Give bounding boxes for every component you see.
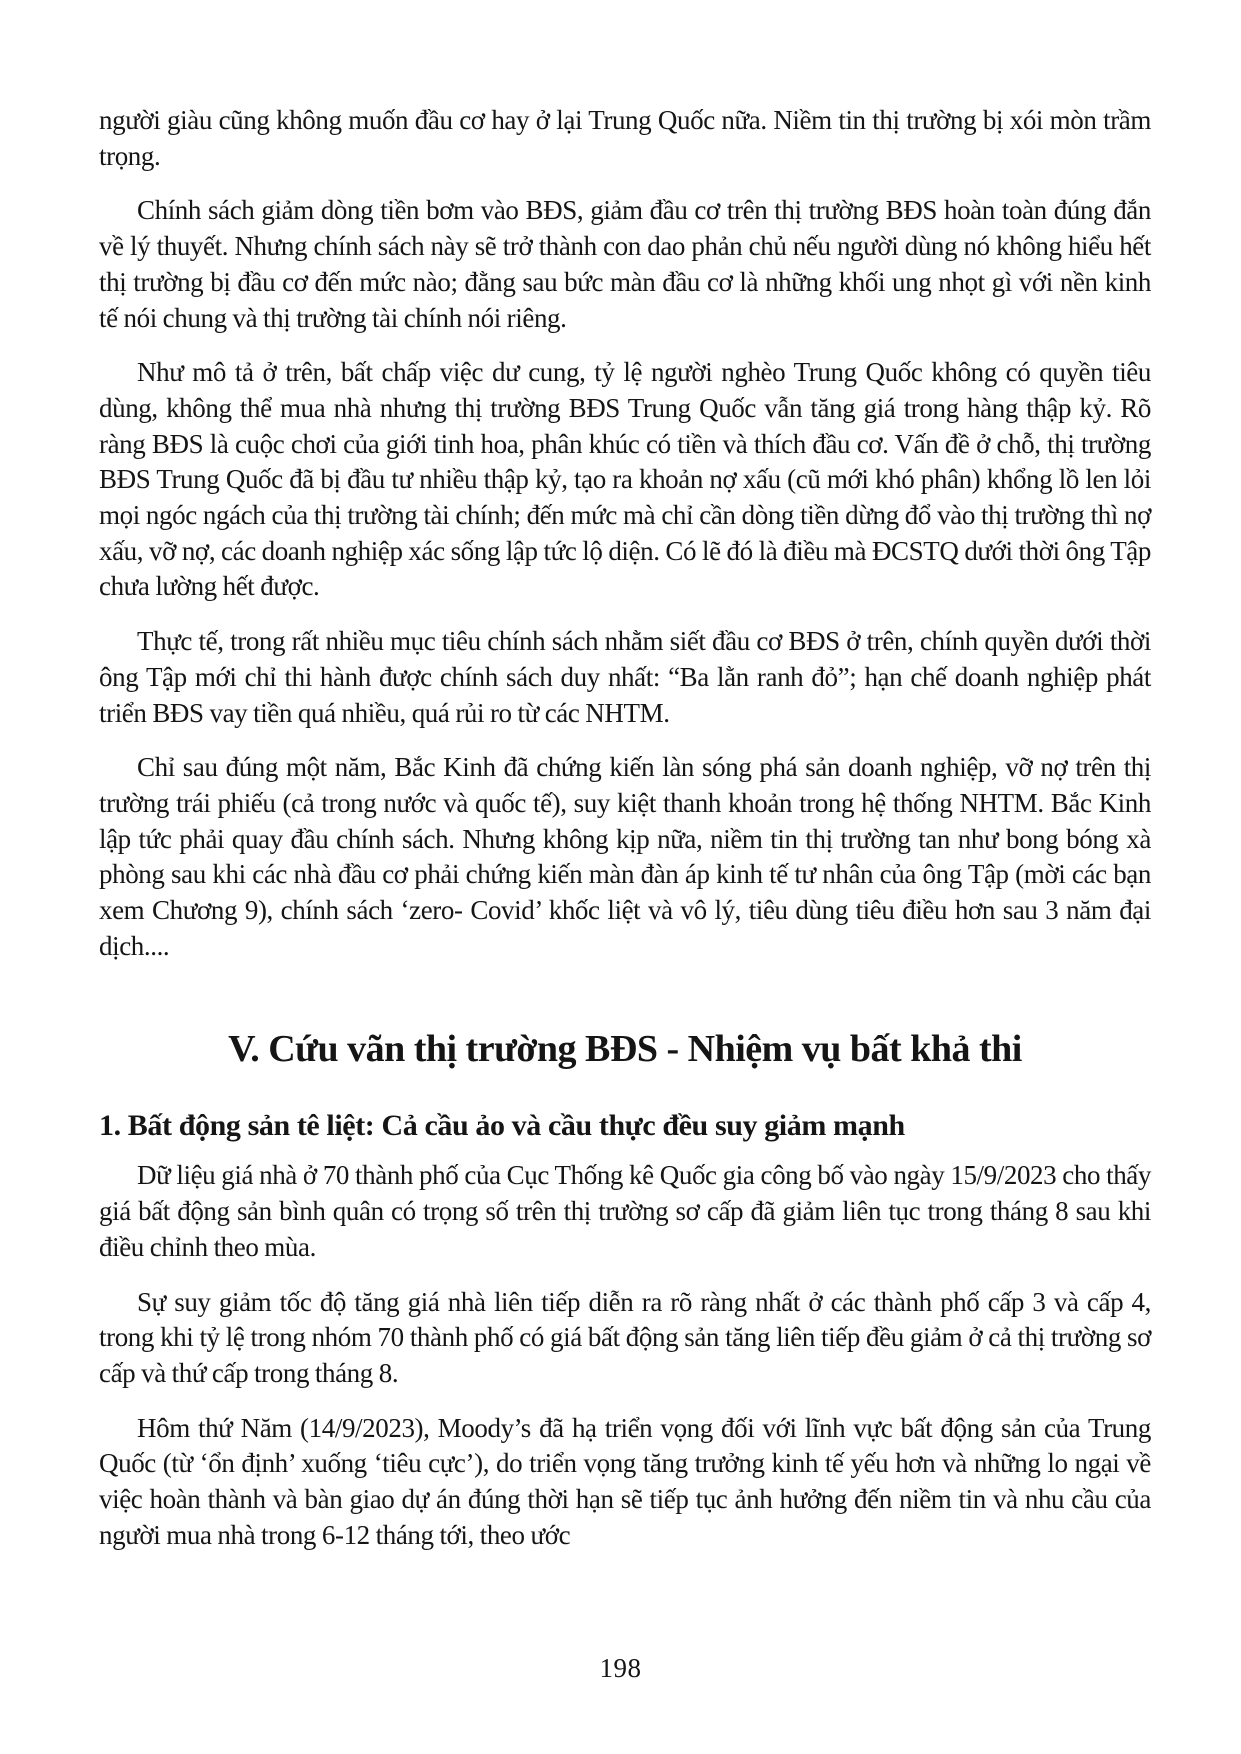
body-paragraph: Sự suy giảm tốc độ tăng giá nhà liên tiếp diễn ra rõ ràng nhất ở các thành phố cấp 3 và cấp 4, trong khi tỷ lệ trong nhóm 70 thành phố có giá bất động sản tăng liên tiếp đều giảm ở cả thị trường sơ cấp và thứ cấp trong tháng 8.: [99, 1286, 1151, 1388]
subsection-heading: 1. Bất động sản tê liệt: Cả cầu ảo và cầu thực đều suy giảm mạnh: [99, 1109, 905, 1143]
body-paragraph: Như mô tả ở trên, bất chấp việc dư cung, tỷ lệ người nghèo Trung Quốc không có quyền tiêu dùng, không thể mua nhà nhưng thị trường BĐS Trung Quốc vẫn tăng giá trong hàng thập kỷ. Rõ ràng BĐS là cuộc chơi của giới tinh hoa, phân khúc có tiền và thích đầu cơ. Vấn đề ở chỗ, thị trường BĐS Trung Quốc đã bị đầu tư nhiều thập kỷ, tạo ra khoản nợ xấu (cũ mới khó phân) khổng lồ len lỏi mọi ngóc ngách của thị trường tài chính; đến mức mà chỉ cần dòng tiền dừng đổ vào thị trường thì nợ xấu, vỡ nợ, các doanh nghiệp xác sống lập tức lộ diện. Có lẽ đó là điều mà ĐCSTQ dưới thời ông Tập chưa lường hết được.: [99, 357, 1151, 602]
body-paragraph: Hôm thứ Năm (14/9/2023), Moody’s đã hạ triển vọng đối với lĩnh vực bất động sản của Trung Quốc (từ ‘ổn định’ xuống ‘tiêu cực’), do triển vọng tăng trưởng kinh tế yếu hơn và những lo ngại về việc hoàn thành và bàn giao dự án đúng thời hạn sẽ tiếp tục ảnh hưởng đến niềm tin và nhu cầu của người mua nhà trong 6-12 tháng tới, theo ước: [99, 1412, 1151, 1550]
page-number: 198: [599, 1653, 642, 1683]
body-paragraph: Dữ liệu giá nhà ở 70 thành phố của Cục Thống kê Quốc gia công bố vào ngày 15/9/2023 cho thấy giá bất động sản bình quân có trọng số trên thị trường sơ cấp đã giảm liên tục trong tháng 8 sau khi điều chỉnh theo mùa.: [99, 1160, 1151, 1262]
body-paragraph: Chỉ sau đúng một năm, Bắc Kinh đã chứng kiến làn sóng phá sản doanh nghiệp, vỡ nợ trên thị trường trái phiếu (cả trong nước và quốc tế), suy kiệt thanh khoản trong hệ thống NHTM. Bắc Kinh lập tức phải quay đầu chính sách. Nhưng không kịp nữa, niềm tin thị trường tan như bong bóng xà phòng sau khi các nhà đầu cơ phải chứng kiến màn đàn áp kinh tế tư nhân của ông Tập (mời các bạn xem Chương 9), chính sách ‘zero- Covid’ khốc liệt và vô lý, tiêu dùng tiêu điều hơn sau 3 năm đại dịch....: [99, 752, 1151, 961]
page-footer: [0, 1653, 1241, 1684]
body-paragraph: Chính sách giảm dòng tiền bơm vào BĐS, giảm đầu cơ trên thị trường BĐS hoàn toàn đúng đắn về lý thuyết. Nhưng chính sách này sẽ trở thành con dao phản chủ nếu người dùng nó không hiểu hết thị trường bị đầu cơ đến mức nào; đằng sau bức màn đầu cơ là những khối ung nhọt gì với nền kinh tế nói chung và thị trường tài chính nói riêng.: [99, 195, 1151, 333]
body-paragraph: Thực tế, trong rất nhiều mục tiêu chính sách nhằm siết đầu cơ BĐS ở trên, chính quyền dưới thời ông Tập mới chỉ thi hành được chính sách duy nhất: “Ba lằn ranh đỏ”; hạn chế doanh nghiệp phát triển BĐS vay tiền quá nhiều, quá rủi ro từ các NHTM.: [99, 626, 1151, 728]
page-text-block: [99, 0, 1151, 1573]
body-paragraph: người giàu cũng không muốn đầu cơ hay ở lại Trung Quốc nữa. Niềm tin thị trường bị xói mòn trầm trọng.: [99, 105, 1151, 171]
section-heading: V. Cứu vãn thị trường BĐS - Nhiệm vụ bất khả thi: [228, 1028, 1022, 1071]
